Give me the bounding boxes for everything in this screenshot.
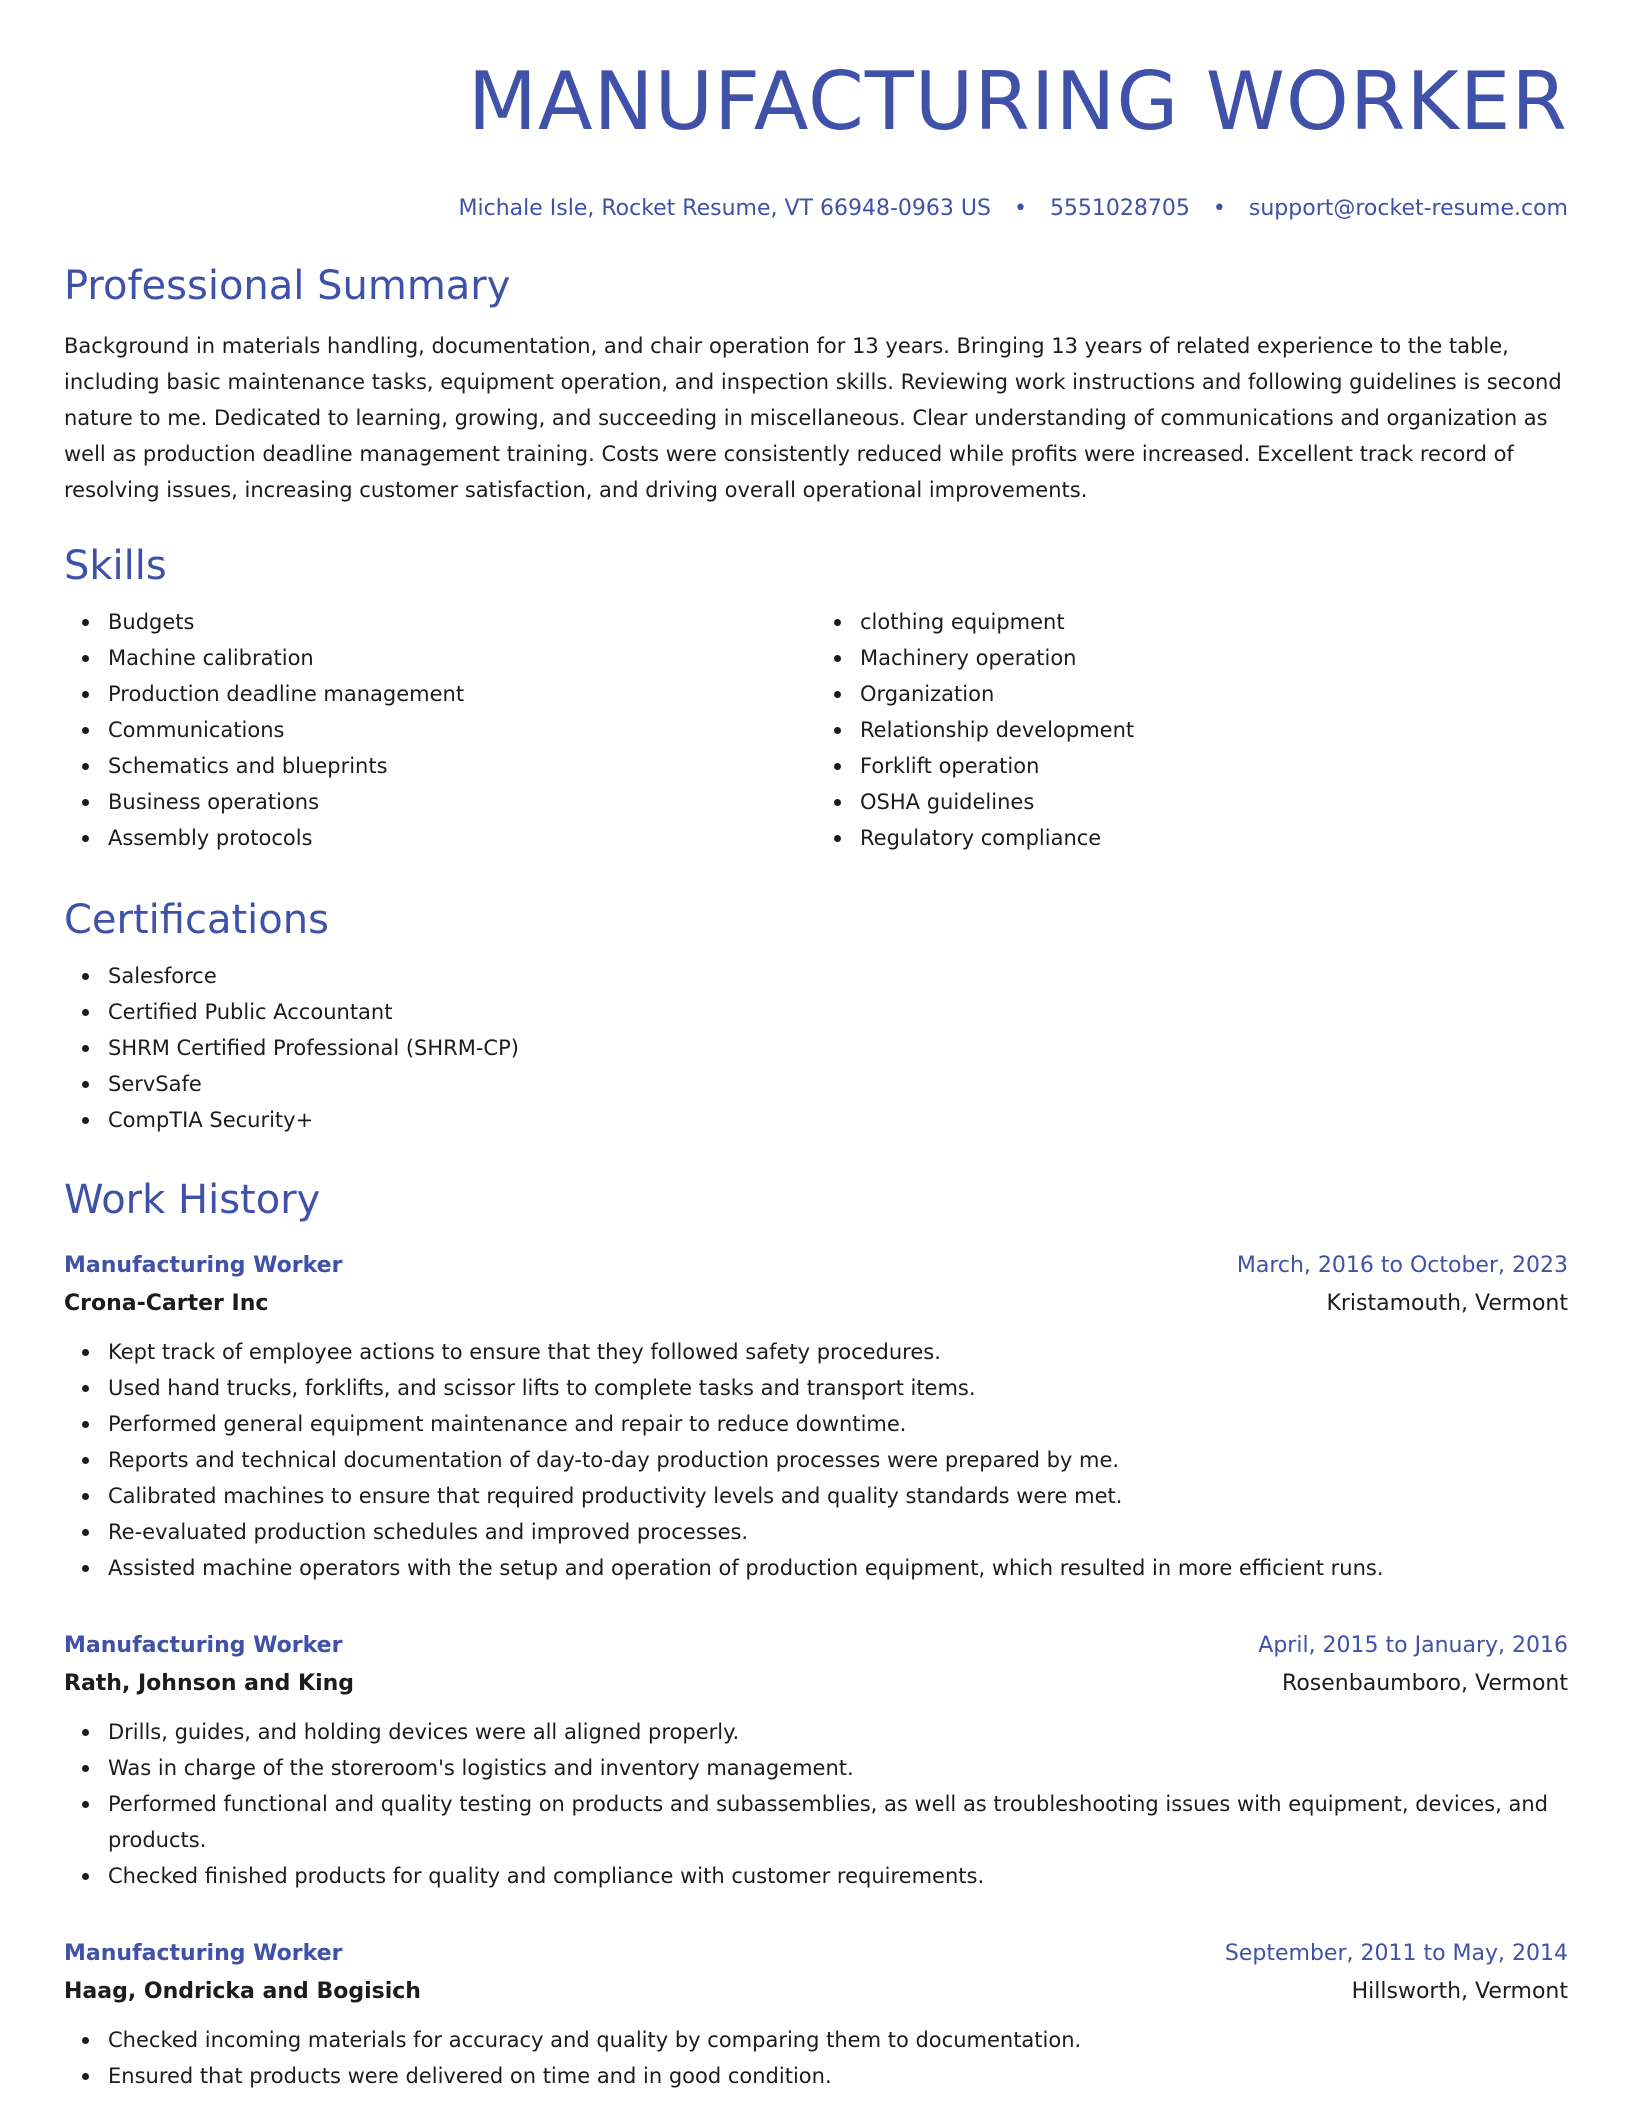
- job-company: Haag, Ondricka and Bogisich: [64, 1979, 421, 2004]
- contact-phone: 5551028705: [1049, 196, 1190, 221]
- job-bullets: [64, 1714, 1568, 1894]
- skill-item: clothing equipment: [860, 604, 1568, 640]
- certification-item: SHRM Certified Professional (SHRM-CP): [108, 1030, 1568, 1066]
- certifications-list: [64, 958, 1568, 1138]
- skill-item: Relationship development: [860, 712, 1568, 748]
- certifications-section: [64, 896, 1568, 1138]
- contact-separator: •: [1013, 196, 1027, 221]
- job-bullet: Checked incoming materials for accuracy and quality by comparing them to documentation.: [108, 2022, 1568, 2058]
- job-location: Kristamouth, Vermont: [1326, 1291, 1568, 1316]
- job-subheader: [64, 1972, 1568, 2012]
- job-dates: April, 2015 to January, 2016: [1258, 1633, 1568, 1658]
- job-company: Rath, Johnson and King: [64, 1671, 355, 1696]
- job-bullet: Reports and technical documentation of day-to-day production processes were prepared by me.: [108, 1442, 1568, 1478]
- job-bullet: Drills, guides, and holding devices were all aligned properly.: [108, 1714, 1568, 1750]
- job-bullets: [64, 1334, 1568, 1586]
- job-entry: [64, 1248, 1568, 1586]
- job-bullet: Ensured that products were delivered on time and in good condition.: [108, 2058, 1568, 2094]
- skill-item: Communications: [108, 712, 816, 748]
- job-bullet: Calibrated machines to ensure that required productivity levels and quality standards were met.: [108, 1478, 1568, 1514]
- certification-item: Salesforce: [108, 958, 1568, 994]
- certifications-title: Certifications: [64, 897, 329, 943]
- job-title: Manufacturing Worker: [64, 1633, 343, 1658]
- job-bullets: [64, 2022, 1568, 2094]
- skills-section: [64, 542, 1568, 856]
- summary-section: [64, 262, 1568, 508]
- job-dates: September, 2011 to May, 2014: [1224, 1941, 1568, 1966]
- contact-line: [64, 194, 1568, 224]
- job-header: [64, 1936, 1568, 1972]
- skills-grid: [64, 604, 1568, 856]
- certification-item: CompTIA Security+: [108, 1102, 1568, 1138]
- work-history-section: [64, 1176, 1568, 1224]
- skills-list-right: [816, 604, 1568, 856]
- certification-item: ServSafe: [108, 1066, 1568, 1102]
- job-company: Crona-Carter Inc: [64, 1291, 269, 1316]
- skills-list-left: [64, 604, 816, 856]
- resume-header: [64, 0, 1568, 224]
- skill-item: Forklift operation: [860, 748, 1568, 784]
- job-title: Manufacturing Worker: [64, 1941, 343, 1966]
- job-entry: [64, 1936, 1568, 2094]
- job-title: Manufacturing Worker: [64, 1253, 343, 1278]
- work-history-title: Work History: [64, 1177, 321, 1223]
- contact-separator: •: [1212, 196, 1226, 221]
- summary-text: Background in materials handling, documentation, and chair operation for 13 years. Bringing 13 years of related experience to the table, including basic maintenance tasks, equipment operation, and inspection skills. Reviewing work instructions and following guidelines is second nature to me. Dedicated to learning, growing, and succeeding in miscellaneous. Clear understanding of communications and organization as well as production deadline management training. Costs were consistently reduced while profits were increased. Excellent track record of resolving issues, increasing customer satisfaction, and driving overall operational improvements.: [64, 334, 1562, 502]
- job-location: Hillsworth, Vermont: [1351, 1979, 1568, 2004]
- job-bullet: Kept track of employee actions to ensure that they followed safety procedures.: [108, 1334, 1568, 1370]
- skills-title: Skills: [64, 543, 167, 589]
- job-bullet: Checked finished products for quality and compliance with customer requirements.: [108, 1858, 1568, 1894]
- job-header: [64, 1628, 1568, 1664]
- skill-item: Machinery operation: [860, 640, 1568, 676]
- skill-item: Machine calibration: [108, 640, 816, 676]
- skill-item: Organization: [860, 676, 1568, 712]
- job-location: Rosenbaumboro, Vermont: [1282, 1671, 1568, 1696]
- summary-title: Professional Summary: [64, 263, 511, 309]
- skill-item: Business operations: [108, 784, 816, 820]
- skill-item: Assembly protocols: [108, 820, 816, 856]
- contact-email: support@rocket-resume.com: [1248, 196, 1568, 221]
- contact-address: Michale Isle, Rocket Resume, VT 66948-0963 US: [458, 196, 991, 221]
- job-bullet: Performed general equipment maintenance and repair to reduce downtime.: [108, 1406, 1568, 1442]
- job-bullet: Was in charge of the storeroom's logistics and inventory management.: [108, 1750, 1568, 1786]
- job-header: [64, 1248, 1568, 1284]
- skill-item: OSHA guidelines: [860, 784, 1568, 820]
- resume-name: MANUFACTURING WORKER: [467, 55, 1568, 148]
- job-dates: March, 2016 to October, 2023: [1236, 1253, 1568, 1278]
- certification-item: Certified Public Accountant: [108, 994, 1568, 1030]
- job-entry: [64, 1628, 1568, 1894]
- skill-item: Production deadline management: [108, 676, 816, 712]
- job-subheader: [64, 1664, 1568, 1704]
- job-bullet: Used hand trucks, forklifts, and scissor lifts to complete tasks and transport items.: [108, 1370, 1568, 1406]
- job-bullet: Performed functional and quality testing on products and subassemblies, as well as troubleshooting issues with equipment, devices, and products.: [108, 1786, 1568, 1858]
- job-bullet: Assisted machine operators with the setup and operation of production equipment, which resulted in more efficient runs.: [108, 1550, 1568, 1586]
- skill-item: Schematics and blueprints: [108, 748, 816, 784]
- job-bullet: Re-evaluated production schedules and improved processes.: [108, 1514, 1568, 1550]
- skill-item: Budgets: [108, 604, 816, 640]
- skill-item: Regulatory compliance: [860, 820, 1568, 856]
- job-subheader: [64, 1284, 1568, 1324]
